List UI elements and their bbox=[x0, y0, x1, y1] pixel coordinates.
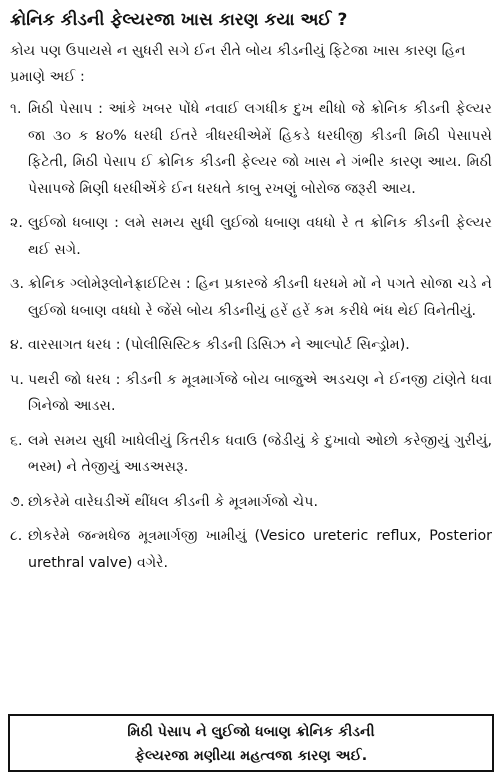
list-item bbox=[10, 367, 492, 420]
list-item-number: ૮. bbox=[10, 528, 23, 544]
list-item-text: છોકરેમે વારેઘડીએં થીંધલ કીડની કે મૂત્રમાર્ગજો ચેપ. bbox=[28, 493, 318, 510]
list-item bbox=[10, 332, 492, 359]
list-item bbox=[10, 428, 492, 481]
causes-list bbox=[10, 96, 492, 576]
list-item-text: લુઈજો ધબાણ : લમે સમય સુધી લુઈજો ધબાણ વધધો રે ત ક્રોનિક કીડની ફેલ્યર થઈ સગે. bbox=[28, 215, 492, 258]
summary-callout-box bbox=[8, 714, 494, 772]
list-item-number: ૩. bbox=[10, 276, 24, 292]
list-item bbox=[10, 271, 492, 324]
list-item bbox=[10, 489, 492, 516]
list-item-number: ૨. bbox=[10, 215, 23, 231]
intro-paragraph: કોય પણ ઉપાયસે ન સુધરી સગે ઈન રીતે બોય કીડનીયું ફિટેજા ખાસ કારણ હિન પ્રમાણે અઈ : bbox=[10, 43, 466, 85]
list-item bbox=[10, 96, 492, 202]
callout-line: મિઠી પેસાપ ને લુઈજો ધબાણ ક્રોનિક કીડની bbox=[127, 724, 375, 740]
list-item-number: ૫. bbox=[10, 371, 24, 388]
list-item-text: પથરી જો ધરધ : કીડની ક મૂત્રમાર્ગજે બોય બાજુએ અડચણ ને ઈનજી ટાંણેતે ધવા ગિનેજો આડસ. bbox=[28, 371, 492, 414]
list-item bbox=[10, 523, 492, 576]
list-item-text: મિઠી પેસાપ : આંકે ખબર પોંધે નવાઈ લગધીક દુખ થીધો જે ક્રોનિક કીડની ફેલ્યર જા ૩૦ ક ૪૦% ધરધી ઈતરે ત્રીધરધીએમેં હિકડે ધરધીજી કીડની મિઠી પેસાપસે ફિટેતી, મિઠી પેસાપ ઈ ક્રોનિક કીડની ફેલ્યર જો ખાસ ને ગંભીર કારણ આય. મિઠી પેસાપજે મિણી ધરધીએંકે ઈન ધરધતે કાબુ રખણું બોરોજ જરૂરી આય. bbox=[28, 101, 492, 197]
list-item-text: વારસાગત ધરધ : (પોલીસિસ્ટિક કીડની ડિસિઝ ને આલ્પોર્ટ સિન્ડ્રોમ). bbox=[28, 337, 410, 353]
list-item-number: ૪. bbox=[10, 337, 24, 353]
list-item-number: ૭. bbox=[10, 493, 25, 510]
list-item-text: છોકરેમે જન્મધેજ મૂત્રમાર્ગજી ખામીયું (Vesico ureteric reflux, Posterior urethral valve) વગેરે. bbox=[28, 528, 492, 571]
list-item-number: ૧. bbox=[10, 101, 22, 117]
callout-line: ફેલ્યરજા મણીયા મહત્વજા કારણ અઈ. bbox=[134, 748, 368, 764]
list-item bbox=[10, 210, 492, 263]
list-item-number: ૬. bbox=[10, 432, 23, 449]
page-title: ક્રોનિક કીડની ફેલ્યરજા ખાસ કારણ કયા અઈ ? bbox=[10, 10, 348, 30]
list-item-text: ક્રોનિક ગ્લોમેરૂલોનેફ્રાઈટિસ : હિન પ્રકારજે કીડની ધરધમે મોં ને પગતે સોજા ચડે ને લુઈજો ધબાણ વધધો રે જેંસે બોય કીડનીયું હરેં હરેં કમ કરીધે ભંધ થેઈ વિનેતીયું. bbox=[28, 276, 492, 319]
list-item-text: લમે સમય સુધી ખાધેલીયું કિતરીક ધવાઉ (જેડીયું કે દુખાવો ઓછો કરેજીયું ગુરીયું, ભસ્મ) ને તેજીયું આડઅસરૂ. bbox=[28, 432, 492, 475]
